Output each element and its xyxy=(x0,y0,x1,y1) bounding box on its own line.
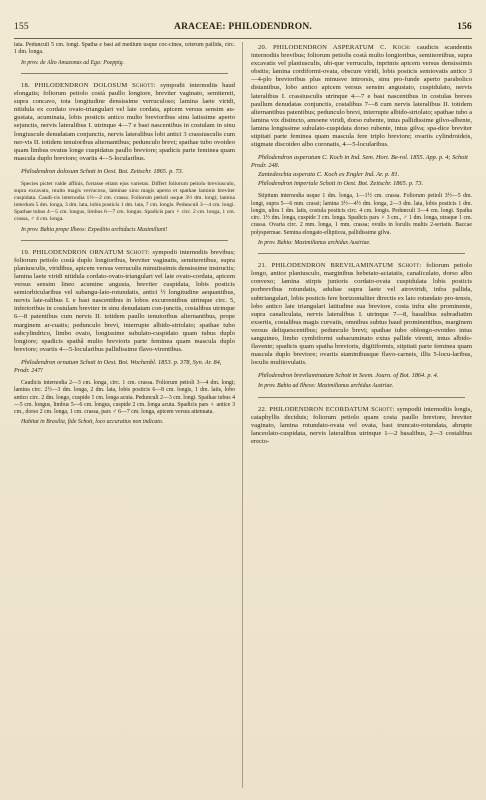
citation: Philodendron imperiale Schott in Oest. Bot. Zeitschr. 1865. p. 73. xyxy=(258,180,424,188)
observation-note: Species pictet valde affinis, fortasse etiam ejus varietas. Differt foliorum petiolo breviusculo, supra excavato, multo magis verrucoso, laminae sinu magis aperto et spathae laminis breviter cuspidata. Caudi-cis internodia 1½—2 cm. crassa. Foliorum petioli usque 3½ dm. longi; lamina interdum 5 dm. longa, 3 dm. lata, lobis posticis 1 dm. lata, 7 cm. longis. Pedunculi 3—4 cm. longi. Spathae tubus 4—5 cm. longus, limbus 6—7 cm. longus. Spadicis pars ♀ circ. 2 cm. longa, 1 cm. crassa, ♂ 4 cm. longa. xyxy=(14,180,235,223)
entry-separator xyxy=(21,240,229,241)
species-description xyxy=(14,82,235,163)
entry-separator xyxy=(21,73,229,74)
entry-19 xyxy=(14,249,235,427)
citation: Philodendron dolosum Schott in Oest. Bot. Zeitschr. 1865. p. 73. xyxy=(21,167,184,175)
page-number-right: 156 xyxy=(457,22,472,32)
citation: Philodendron brevilaminatum Schott in Seem. Journ. of Bot. 1864. p. 4. xyxy=(258,372,439,380)
species-heading: 18. PHILODENDRON DOLOSUM Schott: xyxy=(21,82,156,90)
page-number-left: 155 xyxy=(14,22,29,32)
page-title: ARACEAE: PHILODENDRON. xyxy=(174,22,312,32)
entry-18 xyxy=(14,82,235,234)
measurement-note: Caudicis internodia 2—3 cm. longa, circ. 1 cm. crassa. Foliorum petioli 3—4 dm. longi; lamina circ. 2½—3 dm. longa, 2 dm. lata, lobis posticis 6—8 cm. longis, 1 dm. latis, lobo antico circ. 2 dm. longo, cuspide 1 cm. longa acuta. Pedunculi 2—3 cm. longi. Spathae tubus 4—5 cm. longus, limbus 5—6 cm. longus, cuspide 2 cm. longa acuta. Spadicis pars ♀ antice 3 cm., dorso 2 cm. longa, 1 cm. crassa, pars ♂ 6—7 cm. longa, apicem versus attenuata. xyxy=(14,379,235,416)
measurement-note: Stipitum internodia usque 1 dm. longa, 1—1½ cm. crassa. Foliorum petioli 3½—5 dm. longi, supra 5—6 mm. crassi; lamina 3½—4½ dm. longa, 2—3 dm. lata, lobis posticis 1 dm. longis, ultra 1 dm. latis, costula posticis circ. 4 cm. longis. Pedunculi 3—4 cm. longi. Spatha circ. 1½ dm. longa, cuspide 3 cm. longa. Spadicis pars ♀ 3 cm., ♂ 1 dm. longa, utraque 1 cm. crassa. Ovaria circ. 2 mm. longa, 1 mm. crassa; ovulis in loculis multis 2-seriatis. Baccae polyspermae. Semina elongato-ellipticea, pallidissime gilva. xyxy=(251,193,472,236)
species-diagnosis: foliorum petiolo longo, antice planiusculo, marginibus hebetato-aciatatis, canaliculato, dorso albo convexo; lamina stirpis junioris cordato-ovata cuspidulata lobis posticis porbrevibus rotundatis, adultae supra laete vel atroviridi, infra pallida, subtriangulari, lobis posticis fere horizontaliter directis ex lato rotundato pro-tensis, lobo antico late triangulari latitudine sua breviore, costa infra alte prominente, supra canaliculata, nervis lateralibus I. utrinque 7—8, basalibus subradiatim exsertis, costalibus magis curvatis, omnibus subtus haud prominentibus, marginem versus deliquescentibus; pedunculo brevi; spathae tubo oblongo-ovoideo intus sanguineo, limbo cymbiformi subacuminato extus pallide virenti, intus albido-flavente; spadicis quam spatha brevioris, digitiformis, stipitati parte feminea quam mascula duplo breviore; ovariis staminibusque flavo-carneis, illis 5-locu-laribus, loculis multiovulatis. xyxy=(251,262,472,367)
species-diagnosis: caudicis scandentis internodiis brevibus; foliorum petiolis costà multo longioribus, semiteretibus, supra excavatis vel planiusculis, ubi-que verruculis, inprimis apicem versus densissimis obsitis; lamina cordiformi-ovata, obscure viridi, lobis posticis semiovatis antico 3—4-plo brevioribus plus minusve introrsis, sinu pro-funde aperto parabolico distantibus, lobo antico apicem versus sensim angustato, cuspidulato, nervis lateralibus I. crassiusculis utrinque 4—7 e basi nascentibus in costulas breves paullum denudatas conjunctis, costalibus 7—8 cum nervis lateralibus II. totidem alternantibus patentibus; pedunculo brevi, interrupte albido-striolato; spathae tubo a lamina vix distincto, amoene viridi, dorso rubente, intus pallidissime gilvo-albente, lamina longissime subulato-cuspidata dorso rubente, intus gilva; spa-dice breviter stipitati parte feminea quam mascula fere triplo breviore; ovariis cylindroideis, stigmate discoideo albo coronatis, 4—5-locularibus. xyxy=(251,44,472,149)
provenance: In prov. de Alto Amazonas ad Ega: Poeppig. xyxy=(21,59,124,66)
species-heading: 20. PHILODENDRON ASPERATUM C. Koch: xyxy=(258,44,411,51)
left-column xyxy=(14,42,235,792)
provenance: Habitat in Brasilia, fide Schott, loco accuratius non indicato. xyxy=(21,419,164,426)
continuation-text: lata. Pedunculi 5 cm. longi. Spatha e basi ad medium usque coc-cinea, ceterum pallida, circ. 1 dm. longa. xyxy=(14,42,235,56)
species-heading: 22. PHILODENDRON ECORDATUM Schott: xyxy=(258,405,395,413)
citation: Philodendron asperatum C. Koch in Ind. Sem. Hort. Be-rol. 1855. App. p. 4; Schott Prodr. 248. xyxy=(251,154,468,170)
provenance: In prov. Bahia: Maximilianus archidux Austriae. xyxy=(258,240,371,246)
entry-21 xyxy=(251,262,472,390)
species-description xyxy=(251,262,472,367)
citation: Philodendron ornatum Schott in Oest. Bot. Wochenbl. 1853. p. 378, Syn. Ar. 84, Prodr. 247! xyxy=(14,358,222,374)
species-heading: 19. PHILODENDRON ORNATUM Schott: xyxy=(21,248,150,256)
entry-22 xyxy=(251,406,472,446)
citation: Zantedeschia asperata C. Koch ex Engler Ind. Ar. p. 81. xyxy=(258,171,400,179)
entry-separator xyxy=(258,253,466,254)
species-description xyxy=(251,406,472,446)
species-heading: 21. PHILODENDRON BREVILAMINATUM Schott: xyxy=(258,262,422,270)
entry-20 xyxy=(251,44,472,247)
text-columns xyxy=(14,42,472,792)
species-description xyxy=(14,249,235,354)
header-rule xyxy=(14,38,472,39)
species-diagnosis: sympodii internodiis haud elongatis; foliorum petiolo costà paullo longiore, breviter vaginato, semitereti, supra concavo, tota longitudine densissime verruculoso; lamina laete viridi, nitidula ex cordato ovato-triangulari vel late cordata, apicem versus sensim au-gustata, acuminata, lobis posticis antico multo brevioribus sinu latissime aperto sejunctis, nervis lateralibus I. utrinque 4—7 e basi nascentibus in costulam in sinu longiuscule denudatam conjunctis, nervis lateralibus lobi antici 3 crassiusculis cum ner-vis II. totidem tenuioribus alternantibus; pedunculo brevi; spathae tubo ovoideo quam limbus ovatus longe cuspidatus paullo breviore; spadicis parte feminea quam mascula duplo breviore; ovariis 4—5-locularibus. xyxy=(14,82,235,162)
entry-separator xyxy=(258,397,466,398)
species-diagnosis: sympodii internodiis longis, cataphyllis deciduis; foliorum petiolo quam costa paullo breviore, breviter vaginato, lamina rotundato-ovata vel ovata, basi truncato-rotundata, abrupte lanceolato-cuspidata, nervis lateralibus utrinque 1—2 basalibus, 2—3 costalibus erecto- xyxy=(251,405,472,445)
provenance: In prov. Bahia prope Ilheos: Expeditio archiducis Maximiliani! xyxy=(21,226,168,233)
right-column xyxy=(251,42,472,792)
species-description xyxy=(251,44,472,149)
species-diagnosis: sympodii internodiis brevibus; foliorum petiolo costà duplo longioribus, breviter vaginatis, semiteretibus, supra planiusculis, viridibus, apicem versus verruculis minutissimis densissime instructis; lamina laete viridi nitidula cordato-ovato-triangulari vel late ovato-cordata, apicem versus sensim lineo acumine angusta, breviter cuspidata, lobis posticis semiorbicularibus vel subangu-lato-rotundatis, antici ½ longitudine aequantibus, nervis late-ralibus I. e basi nascentibus in lobos excurrentibus utrinque circ. 5, inferioribus in costulam breviter in sinu denudatam con-junctis, costalibus utrinque 6—8 patentibus cum nervis II. totidem paullo tenuioribus alternantibus, prope marginem ar-cuatis; pedunculo brevi, interrupte albido-striolato; spathae tubo subcylindrico, limbo ovato, longissime subulato-cuspidato quam tubus duplo longiore; spadicis spathâ multo brevioris parte feminea quam mascula duplo breviore; ovariis 4—5-locularibus pallidissime flavo-virentibus. xyxy=(14,248,235,353)
running-head xyxy=(14,22,472,34)
provenance: In prov. Bahia ad Ilheos: Maximilianus archidux Austriae. xyxy=(258,383,394,390)
